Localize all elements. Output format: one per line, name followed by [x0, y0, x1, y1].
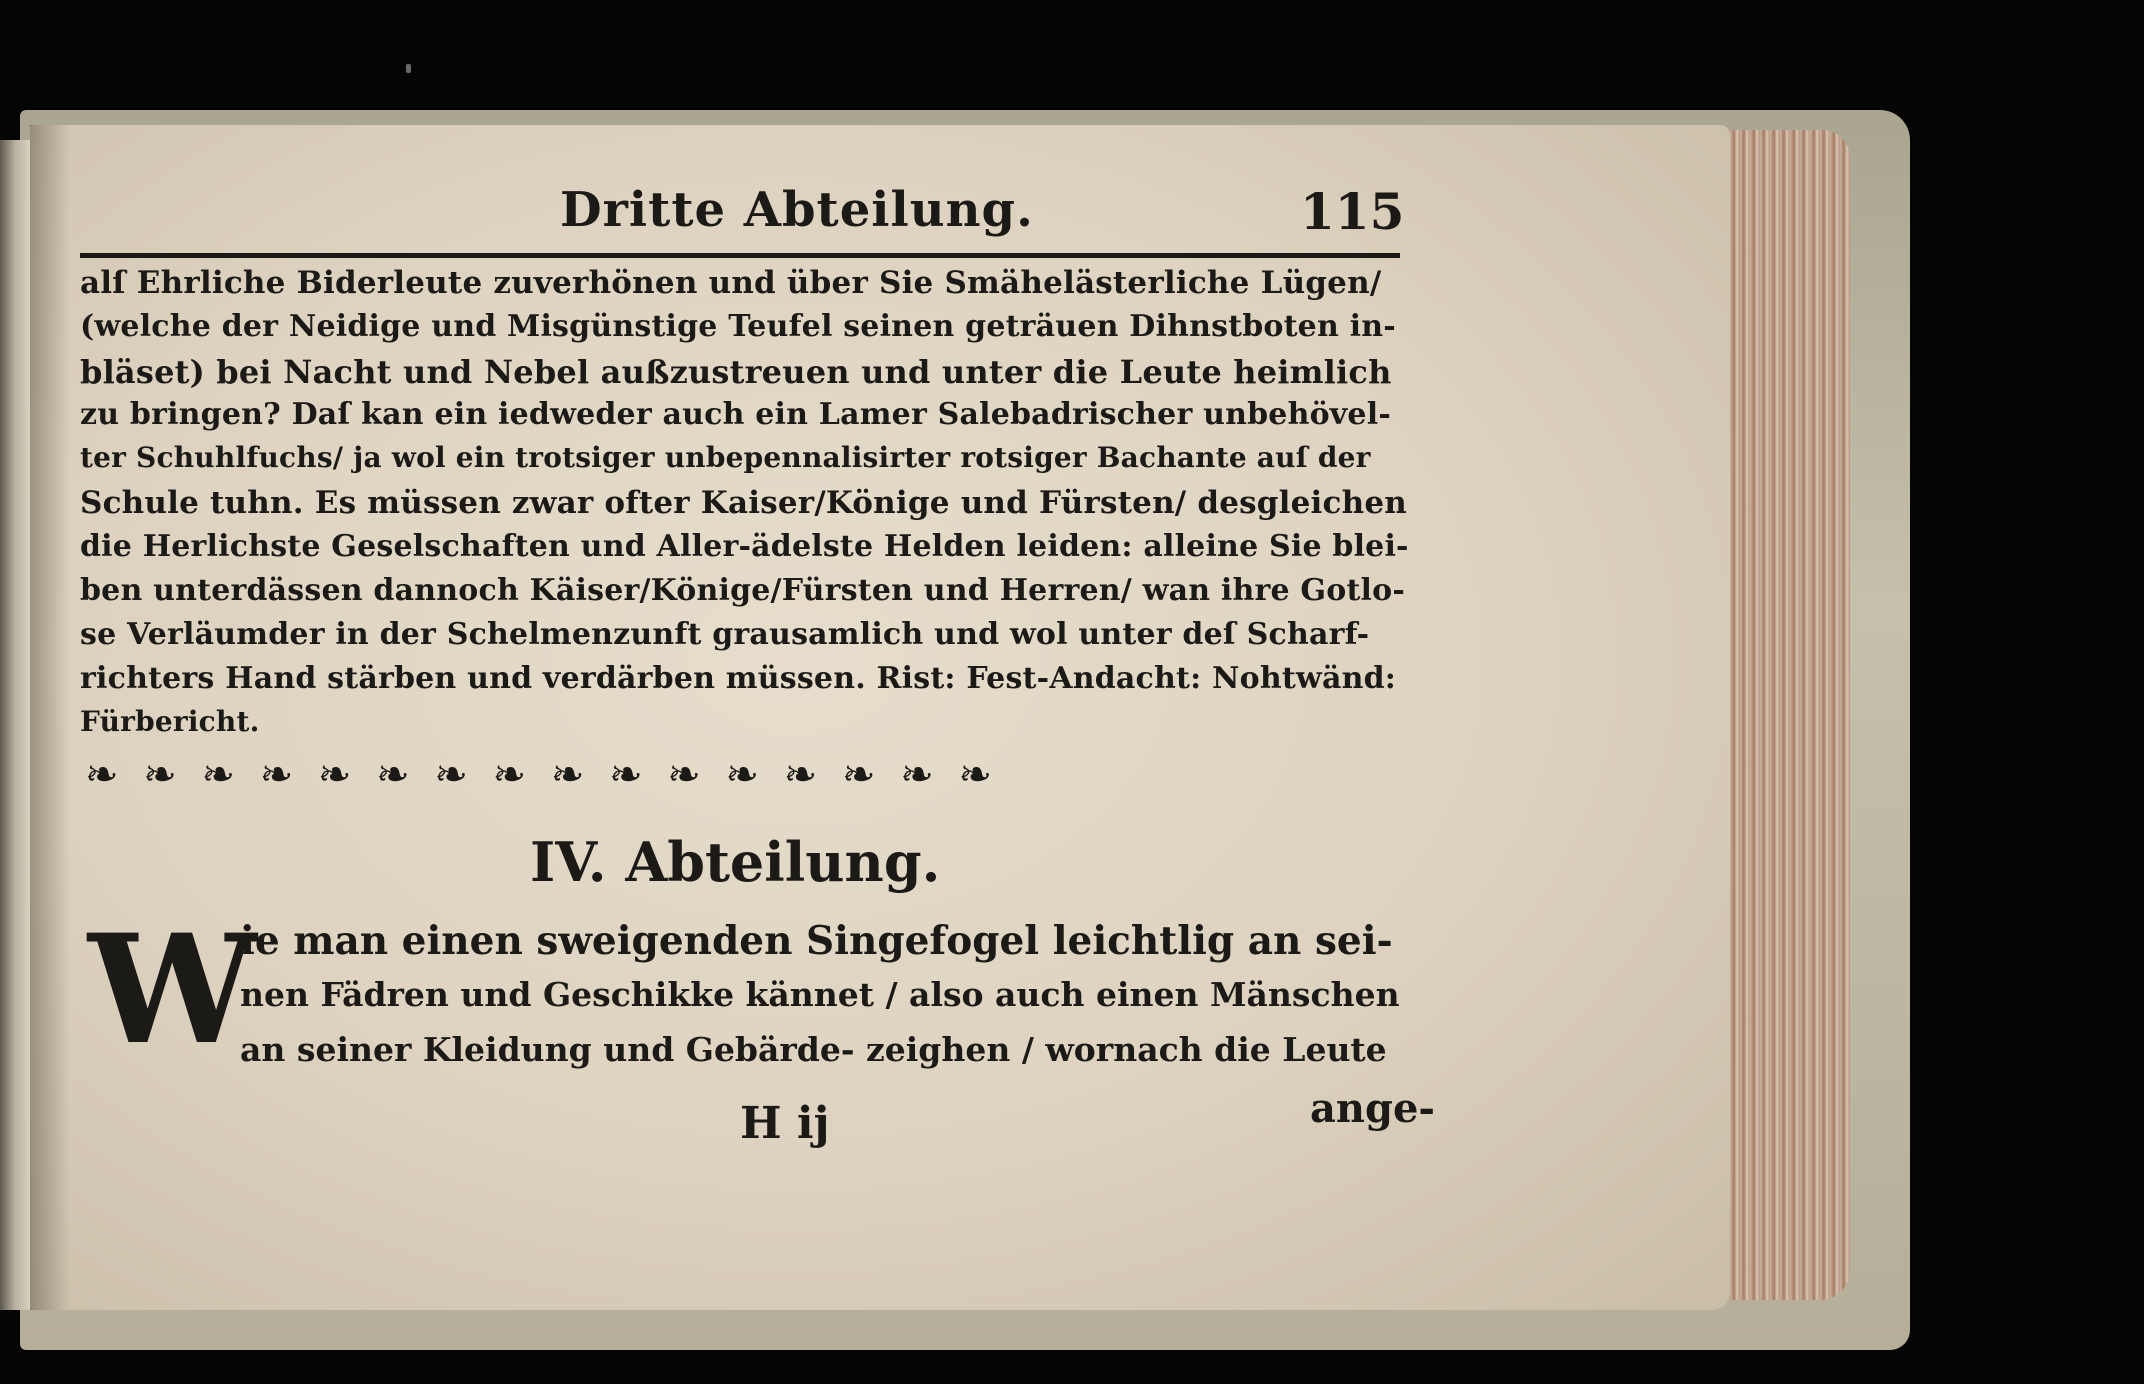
body-line: ben unterdässen dannoch Käiser/Könige/Fürsten und Herren/ wan ihre Gotlo- [80, 573, 1405, 608]
decorated-initial: W [88, 902, 257, 1078]
facing-page-sliver [0, 140, 30, 1310]
signature-mark: H ij [740, 1098, 830, 1149]
body-line: zu bringen? Daſ kan ein iedweder auch ein Lamer Salebadrischer unbehövel- [80, 397, 1391, 432]
body-line: se Verläumder in der Schelmenzunft grausamlich und wol unter deſ Scharf- [80, 617, 1370, 652]
section-line: ie man einen sweigenden Singefogel leichtlig an sei- [240, 918, 1393, 964]
catchword: ange- [1310, 1085, 1436, 1132]
body-line: bläset) bei Nacht und Nebel außzustreuen und unter die Leute heimlich [80, 353, 1392, 391]
head-rule [80, 253, 1400, 258]
section-line: nen Fädren und Geschikke kännet / also auch einen Mänschen [240, 975, 1400, 1014]
book-page [30, 125, 1730, 1310]
body-line: Fürbericht. [80, 705, 260, 738]
ornament-row: ❧ ❧ ❧ ❧ ❧ ❧ ❧ ❧ ❧ ❧ ❧ ❧ ❧ ❧ ❧ ❧ [85, 752, 998, 798]
running-head: Dritte Abteilung. [560, 182, 1034, 238]
body-line: richters Hand stärben und verdärben müssen. Rist: Fest-Andacht: Nohtwänd: [80, 661, 1397, 696]
section-line: an seiner Kleidung und Gebärde- zeighen / wornach die Leute [240, 1030, 1387, 1069]
body-line: Schule tuhn. Es müssen zwar ofter Kaiser/Könige und Fürsten/ desgleichen [80, 485, 1407, 521]
gutter-shadow [30, 125, 70, 1310]
body-line: alſ Ehrliche Biderleute zuverhönen und über Sie Smähelästerliche Lügen/ [80, 265, 1382, 301]
dust-speck [406, 64, 411, 73]
body-line: (welche der Neidige und Misgünstige Teufel seinen geträuen Dihnstboten in- [80, 309, 1396, 344]
body-line: die Herlichste Geselschaften und Aller-ädelste Helden leiden: alleine Sie blei- [80, 529, 1409, 564]
body-line: ter Schuhlfuchs/ ja wol ein trotsiger unbepennalisirter rotsiger Bachante auſ der [80, 441, 1371, 474]
section-heading: IV. Abteilung. [530, 830, 941, 894]
page-number: 115 [1300, 182, 1405, 241]
